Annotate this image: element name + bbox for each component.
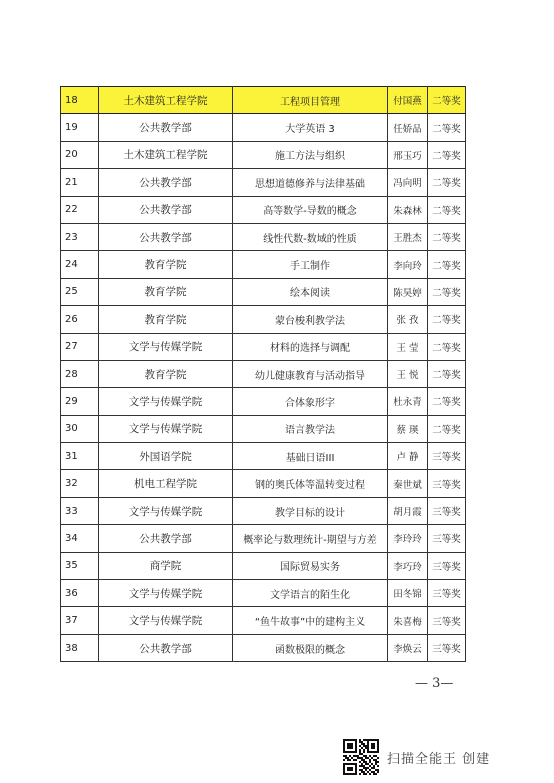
project-cell: 施工方法与组织 [233, 141, 388, 168]
teacher-name-cell: 邢玉巧 [388, 141, 428, 168]
teacher-name-cell: 卢 静 [388, 443, 428, 470]
college-cell: 文学与传媒学院 [99, 415, 233, 442]
college-cell: 公共教学部 [99, 196, 233, 223]
teacher-name-cell: 秦世斌 [388, 470, 428, 497]
award-cell: 二等奖 [428, 141, 466, 168]
row-number: 20 [61, 141, 99, 168]
award-cell: 三等奖 [428, 443, 466, 470]
project-cell: 教学目标的设计 [233, 497, 388, 524]
row-number: 27 [61, 333, 99, 360]
teacher-name-cell: 王 莹 [388, 333, 428, 360]
table-row [61, 141, 466, 168]
award-cell: 二等奖 [428, 388, 466, 415]
project-cell: 文学语言的陌生化 [233, 580, 388, 607]
table-row [61, 169, 466, 196]
award-cell: 二等奖 [428, 169, 466, 196]
college-cell: 文学与传媒学院 [99, 388, 233, 415]
award-cell: 二等奖 [428, 196, 466, 223]
row-number: 26 [61, 306, 99, 333]
table-row [61, 443, 466, 470]
project-cell: 钢的奥氏体等温转变过程 [233, 470, 388, 497]
teacher-name-cell: 胡月霞 [388, 497, 428, 524]
award-cell: 二等奖 [428, 223, 466, 250]
teacher-name-cell: 李玲玲 [388, 525, 428, 552]
teacher-name-cell: 李焕云 [388, 634, 428, 661]
project-cell: 绘本阅读 [233, 278, 388, 305]
table-row [61, 87, 466, 114]
awards-table-body [61, 87, 466, 662]
row-number: 31 [61, 443, 99, 470]
award-cell: 二等奖 [428, 415, 466, 442]
project-cell: 函数极限的概念 [233, 634, 388, 661]
project-cell: 手工制作 [233, 251, 388, 278]
college-cell: 教育学院 [99, 360, 233, 387]
college-cell: 商学院 [99, 552, 233, 579]
row-number: 25 [61, 278, 99, 305]
project-cell: 线性代数-数域的性质 [233, 223, 388, 250]
teacher-name-cell: 蔡 瑛 [388, 415, 428, 442]
teacher-name-cell: 冯向明 [388, 169, 428, 196]
page-number: — 3— [415, 676, 454, 691]
project-cell: 大学英语 3 [233, 114, 388, 141]
document-page [60, 86, 465, 662]
row-number: 37 [61, 607, 99, 634]
award-cell: 二等奖 [428, 333, 466, 360]
college-cell: 公共教学部 [99, 525, 233, 552]
award-cell: 二等奖 [428, 87, 466, 114]
table-row [61, 223, 466, 250]
teacher-name-cell: 王胜杰 [388, 223, 428, 250]
college-cell: 机电工程学院 [99, 470, 233, 497]
award-cell: 二等奖 [428, 278, 466, 305]
teacher-name-cell: 李向玲 [388, 251, 428, 278]
college-cell: 文学与传媒学院 [99, 333, 233, 360]
teacher-name-cell: 杜永青 [388, 388, 428, 415]
project-cell: 思想道德修养与法律基础 [233, 169, 388, 196]
table-row [61, 360, 466, 387]
teacher-name-cell: 任娇品 [388, 114, 428, 141]
row-number: 28 [61, 360, 99, 387]
award-cell: 三等奖 [428, 580, 466, 607]
project-cell: 材料的选择与调配 [233, 333, 388, 360]
table-row [61, 580, 466, 607]
table-row [61, 525, 466, 552]
college-cell: 教育学院 [99, 251, 233, 278]
award-cell: 三等奖 [428, 497, 466, 524]
qr-code-icon [343, 739, 379, 775]
award-cell: 三等奖 [428, 470, 466, 497]
project-cell: 蒙台梭利教学法 [233, 306, 388, 333]
award-cell: 三等奖 [428, 552, 466, 579]
project-cell: 幼儿健康教育与活动指导 [233, 360, 388, 387]
table-row [61, 470, 466, 497]
watermark-text: 扫描全能王 创建 [387, 751, 491, 767]
row-number: 36 [61, 580, 99, 607]
teacher-name-cell: 田冬锦 [388, 580, 428, 607]
project-cell: 概率论与数理统计-期望与方差 [233, 525, 388, 552]
table-row [61, 114, 466, 141]
row-number: 33 [61, 497, 99, 524]
college-cell: 公共教学部 [99, 169, 233, 196]
award-cell: 二等奖 [428, 306, 466, 333]
row-number: 32 [61, 470, 99, 497]
table-row [61, 552, 466, 579]
project-cell: 国际贸易实务 [233, 552, 388, 579]
table-row [61, 607, 466, 634]
row-number: 35 [61, 552, 99, 579]
table-row [61, 415, 466, 442]
college-cell: 文学与传媒学院 [99, 607, 233, 634]
project-cell: 合体象形字 [233, 388, 388, 415]
row-number: 34 [61, 525, 99, 552]
college-cell: 公共教学部 [99, 634, 233, 661]
row-number: 21 [61, 169, 99, 196]
row-number: 23 [61, 223, 99, 250]
teacher-name-cell: 王 悦 [388, 360, 428, 387]
award-cell: 三等奖 [428, 525, 466, 552]
award-cell: 三等奖 [428, 607, 466, 634]
table-row [61, 306, 466, 333]
teacher-name-cell: 张 孜 [388, 306, 428, 333]
row-number: 18 [61, 87, 99, 114]
table-row [61, 278, 466, 305]
college-cell: 教育学院 [99, 306, 233, 333]
college-cell: 土木建筑工程学院 [99, 141, 233, 168]
award-cell: 二等奖 [428, 251, 466, 278]
college-cell: 外国语学院 [99, 443, 233, 470]
table-row [61, 634, 466, 661]
scanner-watermark [343, 739, 490, 775]
college-cell: 教育学院 [99, 278, 233, 305]
award-cell: 三等奖 [428, 634, 466, 661]
table-row [61, 251, 466, 278]
project-cell: 高等数学-导数的概念 [233, 196, 388, 223]
teacher-name-cell: 李巧玲 [388, 552, 428, 579]
table-row [61, 333, 466, 360]
awards-table [60, 86, 466, 662]
college-cell: 土木建筑工程学院 [99, 87, 233, 114]
table-row [61, 388, 466, 415]
college-cell: 文学与传媒学院 [99, 497, 233, 524]
teacher-name-cell: 朱喜梅 [388, 607, 428, 634]
teacher-name-cell: 陈昊婷 [388, 278, 428, 305]
teacher-name-cell: 朱森林 [388, 196, 428, 223]
row-number: 19 [61, 114, 99, 141]
teacher-name-cell: 付国燕 [388, 87, 428, 114]
row-number: 38 [61, 634, 99, 661]
table-row [61, 497, 466, 524]
row-number: 29 [61, 388, 99, 415]
award-cell: 二等奖 [428, 360, 466, 387]
project-cell: 基础日语III [233, 443, 388, 470]
project-cell: 工程项目管理 [233, 87, 388, 114]
college-cell: 公共教学部 [99, 223, 233, 250]
project-cell: “鱼牛故事”中的建构主义 [233, 607, 388, 634]
row-number: 24 [61, 251, 99, 278]
award-cell: 二等奖 [428, 114, 466, 141]
college-cell: 文学与传媒学院 [99, 580, 233, 607]
row-number: 22 [61, 196, 99, 223]
table-row [61, 196, 466, 223]
project-cell: 语言教学法 [233, 415, 388, 442]
college-cell: 公共教学部 [99, 114, 233, 141]
row-number: 30 [61, 415, 99, 442]
